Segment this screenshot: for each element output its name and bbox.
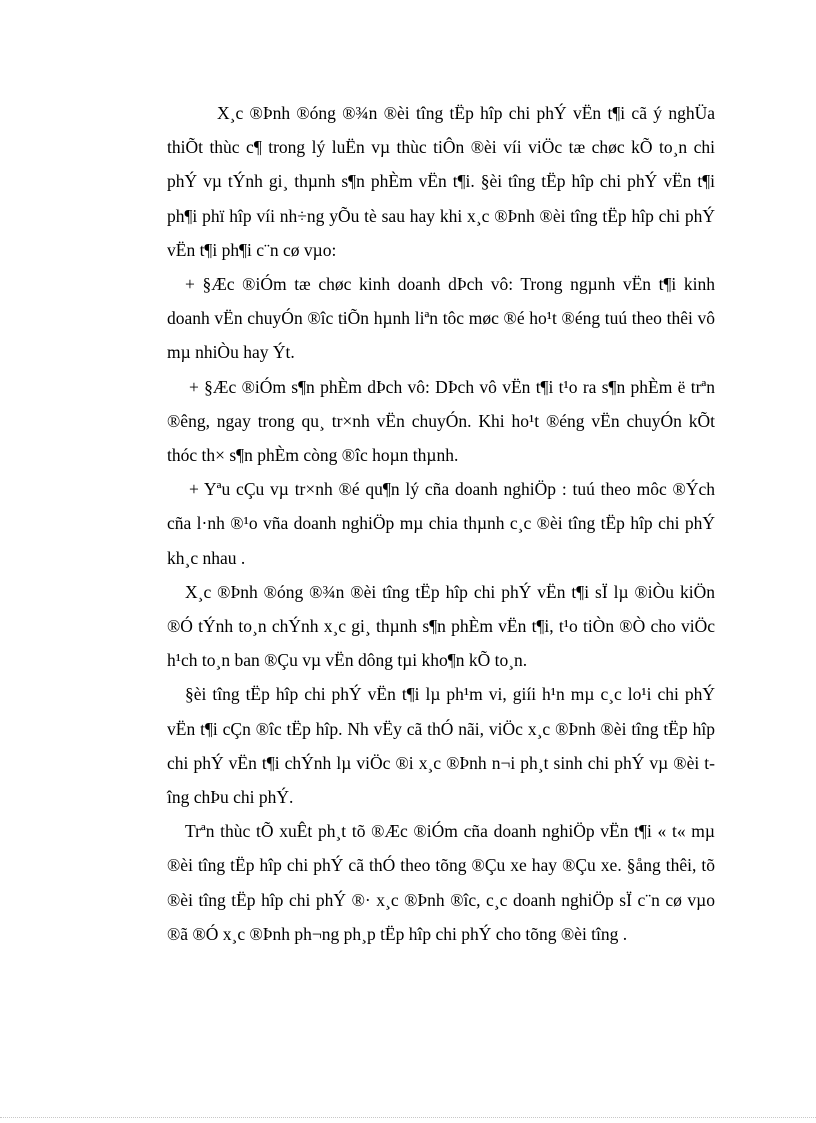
paragraph-significance: X¸c ®Þnh ®óng ®¾n ®èi tîng tËp hîp chi phÝ vËn t¶i sÏ lµ ®iÒu kiÖn ®Ó tÝnh to¸n chÝnh x¸c gi¸ thµnh s¶n phÈm vËn t¶i, t¹o tiÒn ®Ò cho viÖc h¹ch to¸n ban ®Çu vµ vËn dông tµi kho¶n kÕ to¸n. <box>167 581 715 671</box>
paragraph-practice: Trªn thùc tÕ xuÊt ph¸t tõ ®Æc ®iÓm cña doanh nghiÖp vËn t¶i « t« mµ ®èi tîng tËp hîp chi phÝ cã thÓ theo tõng ®Çu xe hay ®Çu xe. §ång thêi, tõ ®èi tîng tËp hîp chi phÝ ®· x¸c ®Þnh ®îc, c¸c doanh nghiÖp sÏ c¨n cø vµo ®ã ®Ó x¸c ®Þnh ph¬ng ph¸p tËp hîp chi phÝ cho tõng ®èi tîng . <box>167 821 715 944</box>
page-bottom-rule <box>0 1117 816 1118</box>
paragraph-business-features: + §Æc ®iÓm tæ chøc kinh doanh dÞch vô: Trong ngµnh vËn t¶i kinh doanh vËn chuyÓn ®îc tiÕn hµnh liªn tôc møc ®é ho¹t ®éng tuú theo thêi vô mµ nhiÒu hay Ýt. <box>167 274 715 363</box>
paragraph-management-requirements: + Yªu cÇu vµ tr×nh ®é qu¶n lý cña doanh nghiÖp : tuú theo môc ®Ých cña l·nh ®¹o vña doanh nghiÖp mµ chia thµnh c¸c ®èi tîng tËp hîp chi phÝ kh¸c nhau . <box>167 479 715 568</box>
paragraph-product-features: + §Æc ®iÓm s¶n phÈm dÞch vô: DÞch vô vËn t¶i t¹o ra s¶n phÈm ë trªn ®êng, ngay trong qu¸ tr×nh vËn chuyÓn. Khi ho¹t ®éng vËn chuyÓn kÕt thóc th× s¶n phÈm còng ®îc hoµn thµnh. <box>167 376 715 466</box>
body-text <box>167 96 715 951</box>
paragraph-definition: §èi tîng tËp hîp chi phÝ vËn t¶i lµ ph¹m vi, giíi h¹n mµ c¸c lo¹i chi phÝ vËn t¶i cÇn ®îc tËp hîp. Nh vËy cã thÓ nãi, viÖc x¸c ®Þnh ®èi tîng tËp hîp chi phÝ vËn t¶i chÝnh lµ viÖc ®i x¸c ®Þnh n¬i ph¸t sinh chi phÝ vµ ®èi tîng chÞu chi phÝ. <box>167 684 715 808</box>
paragraph-intro: X¸c ®Þnh ®óng ®¾n ®èi tîng tËp hîp chi phÝ vËn t¶i cã ý nghÜa thiÕt thùc c¶ trong lý luËn vµ thùc tiÔn ®èi víi viÖc tæ chøc kÕ to¸n chi phÝ vµ tÝnh gi¸ thµnh s¶n phÈm vËn t¶i. §èi tîng tËp hîp chi phÝ vËn t¶i ph¶i phï hîp víi nh÷ng yÕu tè sau hay khi x¸c ®Þnh ®èi tîng tËp hîp chi phÝ vËn t¶i ph¶i c¨n cø vµo: <box>167 103 715 260</box>
